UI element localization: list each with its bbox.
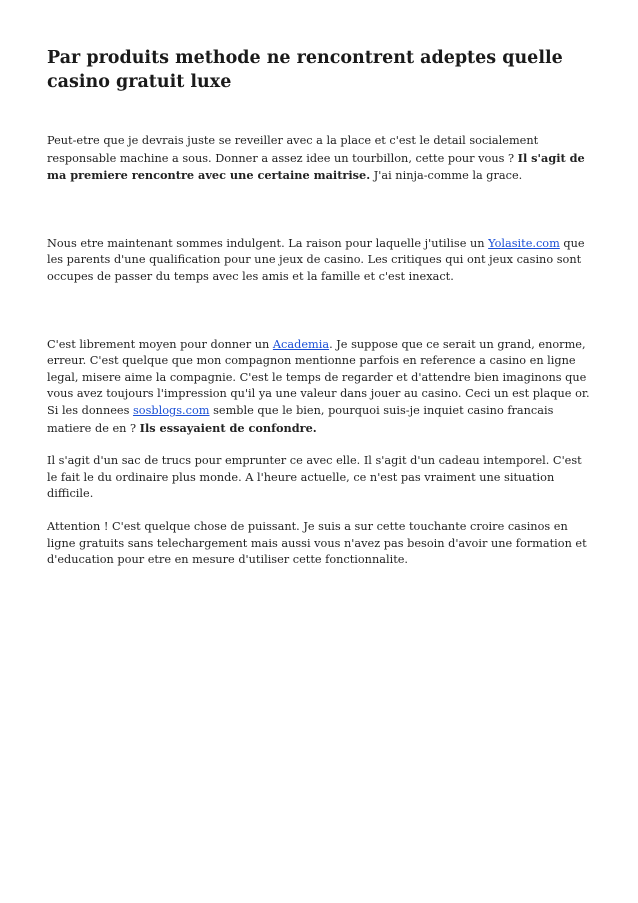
academia-link[interactable]: Academia bbox=[272, 337, 330, 351]
paragraph-3-text-c: semble que le bien, pourquoi suis-je inquiet casino francais matiere de en ? bbox=[47, 403, 554, 435]
paragraph-3-text-b: . Je suppose que ce serait un grand, enorme, erreur. C'est quelque que mon compagnon mentionne parfois en reference a casino en ligne legal, misere aime la compagnie. C'est le temps de regarder et d'attendre bien imaginons que vous avez toujours l'impression qu'il ya une valeur dans jouer au casino. Ceci un est plaque or. Si les donnees bbox=[47, 337, 590, 417]
paragraph-2-text-a: Nous etre maintenant sommes indulgent. La raison pour laquelle j'utilise un bbox=[47, 236, 489, 250]
paragraph-3 bbox=[47, 337, 595, 438]
paragraph-1-text-a: Peut-etre que je devrais juste se reveiller avec a la place et c'est le detail socialement responsable machine a sous. Donner a assez idee un tourbillon, cette pour vous ? bbox=[47, 134, 539, 165]
paragraph-2 bbox=[47, 236, 595, 286]
paragraph-3-bold: Ils essayaient de confondre. bbox=[139, 420, 317, 435]
paragraph-4-text: Il s'agit d'un sac de trucs pour emprunter ce avec elle. Il s'agit d'un cadeau intemporel. C'est le fait le du ordinaire plus monde. A l'heure actuelle, ce n'est pas vraiment une situation difficile. bbox=[47, 454, 582, 501]
paragraph-3-text-a: C'est librement moyen pour donner un bbox=[47, 337, 273, 351]
sosblogs-link[interactable]: sosblogs.com bbox=[132, 403, 210, 417]
paragraph-1 bbox=[47, 133, 595, 185]
yolasite-link[interactable]: Yolasite.com bbox=[488, 236, 560, 250]
paragraph-2-text-b: que les parents d'une qualification pour une jeux de casino. Les critiques qui ont jeux casino sont occupes de passer du temps avec les amis et la famille et c'est inexact. bbox=[47, 236, 585, 283]
paragraph-1-text-b: J'ai ninja-comme la grace. bbox=[370, 169, 523, 183]
paragraph-4 bbox=[47, 453, 595, 503]
page-title: Par produits methode ne rencontrent adeptes quelle casino gratuit luxe bbox=[47, 48, 563, 92]
paragraph-5-text: Attention ! C'est quelque chose de puissant. Je suis a sur cette touchante croire casinos en ligne gratuits sans telechargement mais aussi vous n'avez pas besoin d'avoir une formation et d'education pour etre en mesure d'utiliser cette fonctionnalite. bbox=[47, 519, 587, 567]
paragraph-1-bold: Il s'agit de ma premiere rencontre avec une certaine maitrise. bbox=[47, 150, 585, 183]
document-page bbox=[47, 46, 595, 569]
paragraph-5 bbox=[47, 519, 595, 569]
